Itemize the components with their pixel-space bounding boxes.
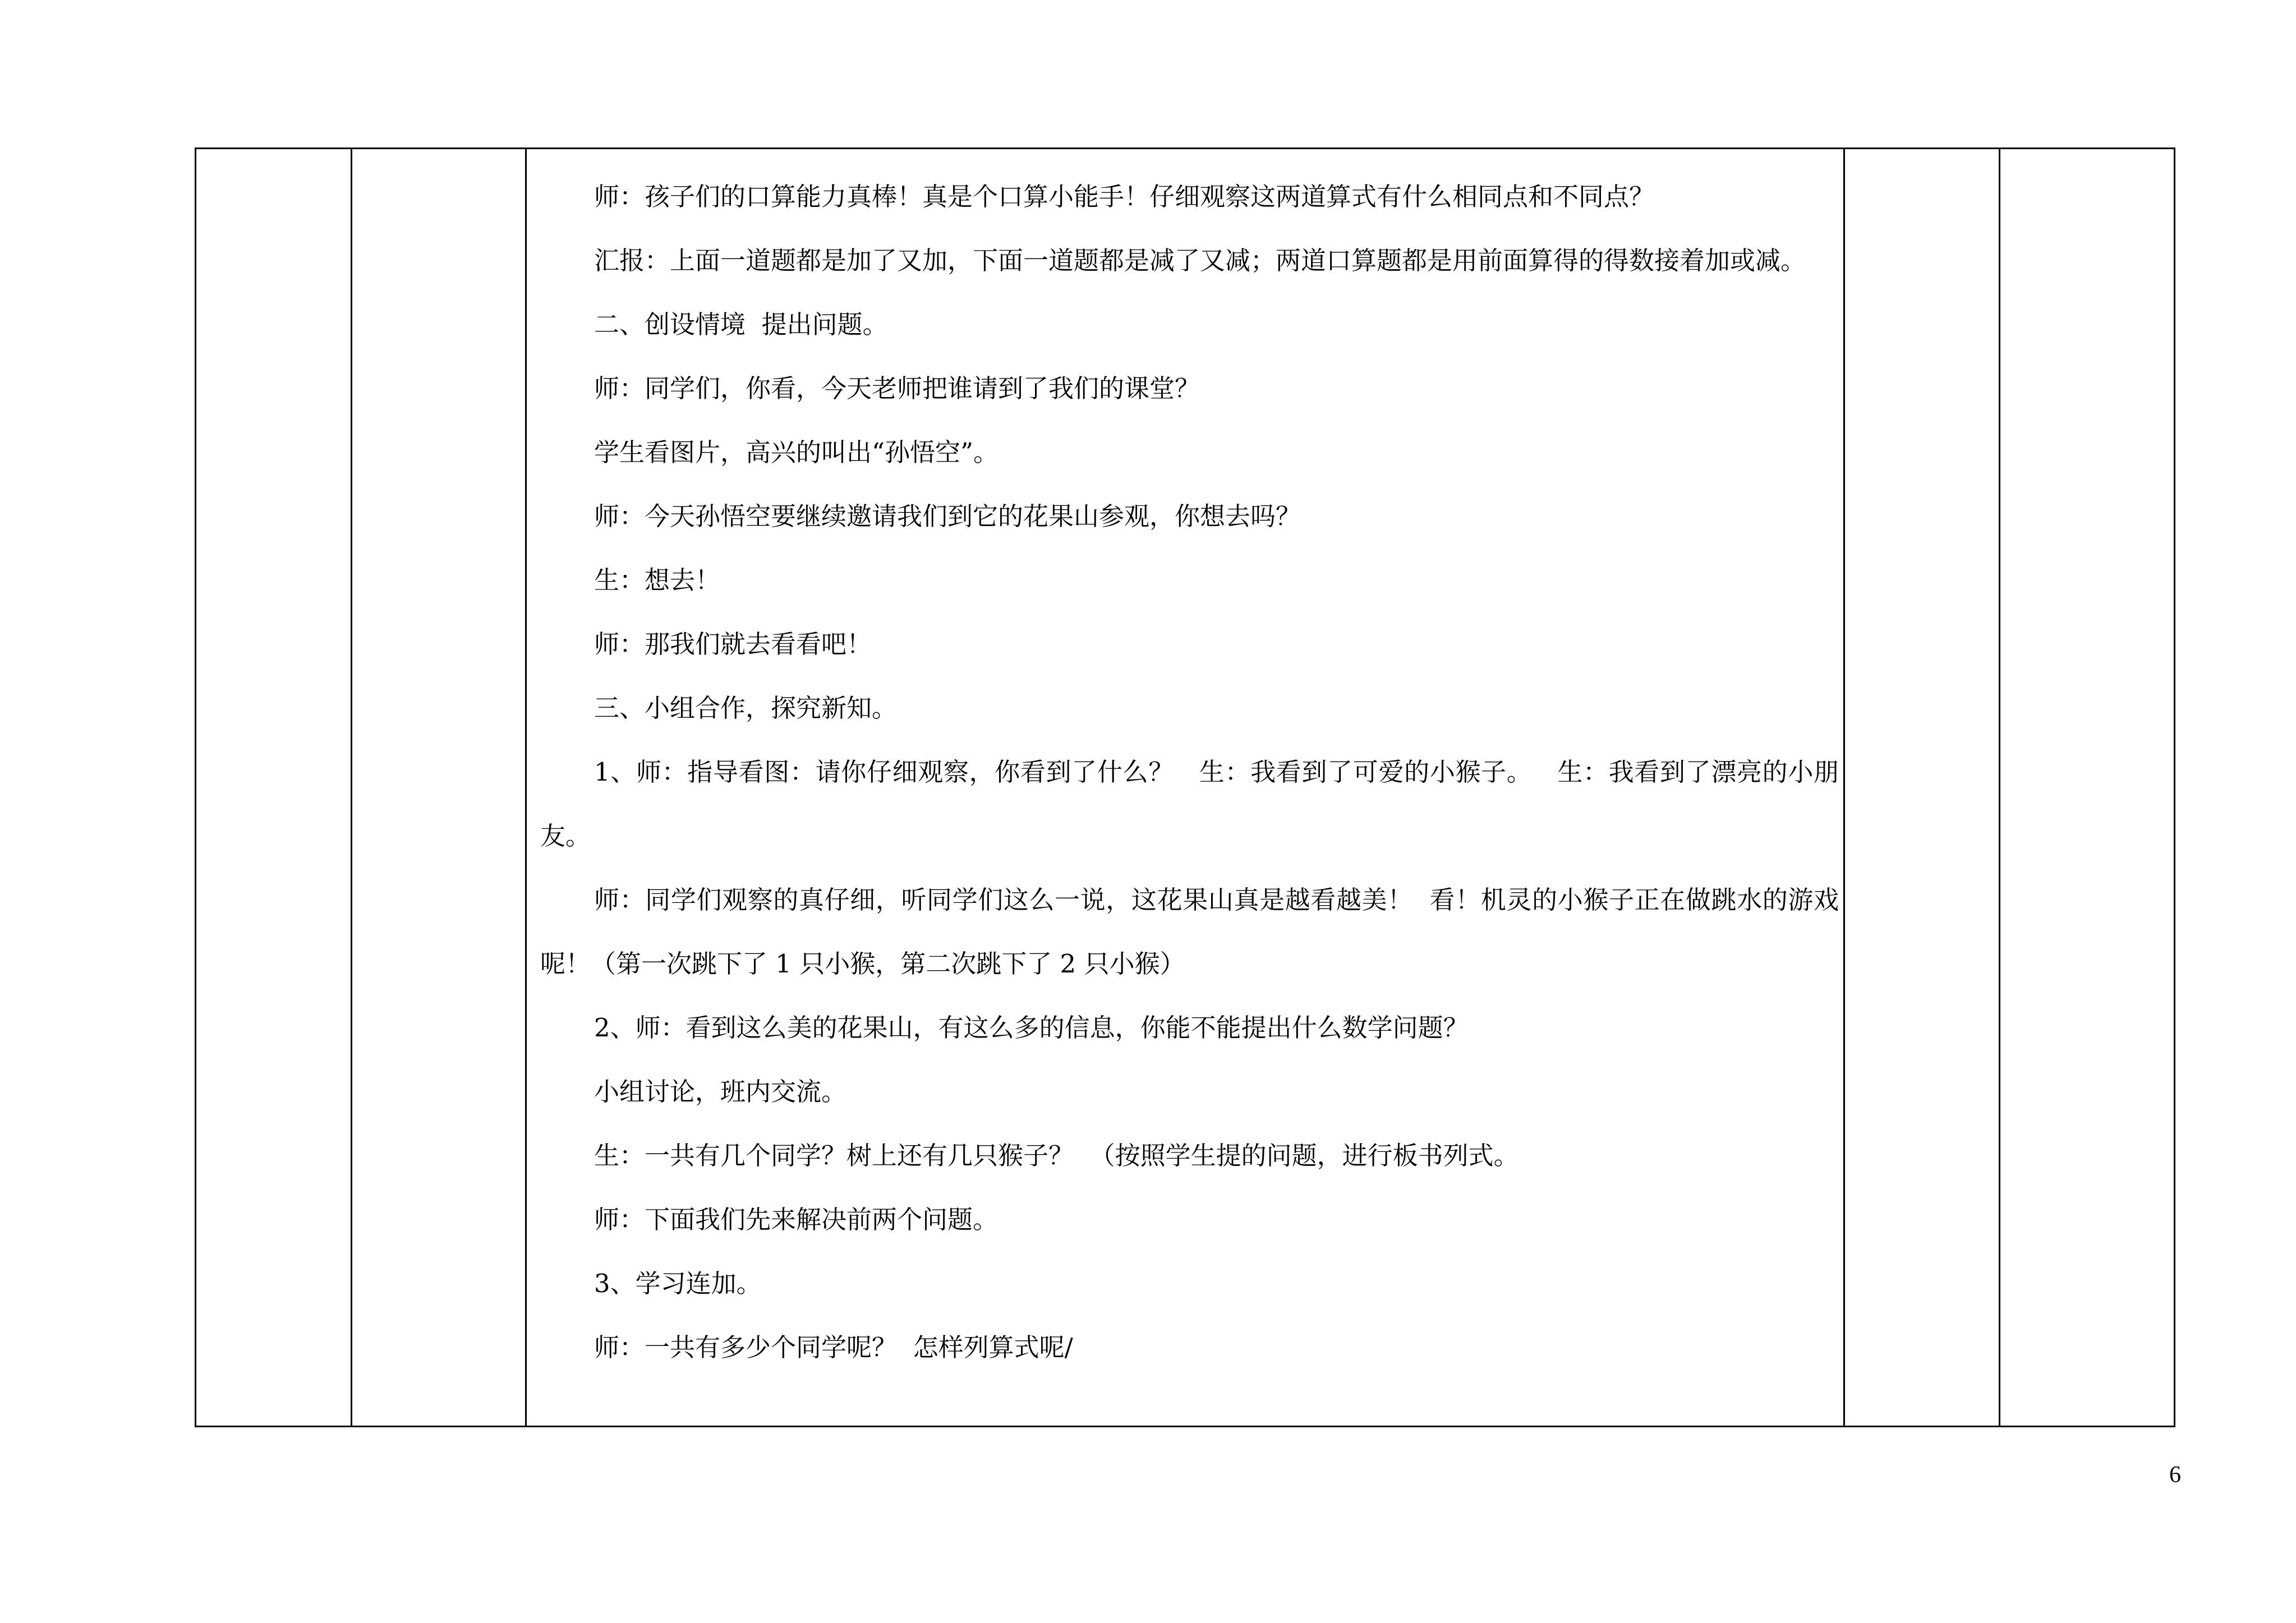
section-heading: 三、小组合作，探究新知。 — [594, 693, 898, 723]
paragraph: 师：今天孙悟空要继续邀请我们到它的花果山参观，你想去吗？ — [594, 501, 1301, 531]
paragraph: 师：同学们观察的真仔细，听同学们这么一说，这花果山真是越看越美！ 看！机灵的小猴子正在做跳水的游戏呢！（第一次跳下了 1 只小猴，第二次跳下了 2 只小猴） — [540, 885, 1839, 979]
lesson-text — [527, 149, 1843, 1380]
paragraph: 师：一共有多少个同学呢？ 怎样列算式呢/ — [594, 1332, 1073, 1362]
teaching-process-cell — [526, 149, 1844, 1427]
paragraph: 师：孩子们的口算能力真棒！真是个口算小能手！仔细观察这两道算式有什么相同点和不同点？ — [594, 182, 1655, 211]
table-row — [196, 149, 2175, 1427]
paragraph: 师：下面我们先来解决前两个问题。 — [594, 1205, 999, 1234]
paragraph: 师：同学们，你看，今天老师把谁请到了我们的课堂？ — [594, 374, 1200, 403]
empty-cell-col5 — [2000, 149, 2175, 1427]
section-heading: 二、创设情境 提出问题。 — [594, 310, 888, 339]
lesson-plan-table — [195, 147, 2175, 1427]
paragraph: 2、师：看到这么美的花果山，有这么多的信息，你能不能提出什么数学问题？ — [594, 1013, 1469, 1043]
paragraph: 生：想去！ — [594, 565, 721, 595]
page-number: 6 — [2169, 1462, 2181, 1488]
paragraph: 生：一共有几个同学？树上还有几只猴子？ （按照学生提的问题，进行板书列式。 — [594, 1141, 1519, 1170]
paragraph: 师：那我们就去看看吧！ — [594, 629, 872, 659]
paragraph: 学生看图片，高兴的叫出“孙悟空”。 — [594, 437, 999, 467]
empty-cell-col2 — [352, 149, 526, 1427]
section-heading: 3、学习连加。 — [594, 1269, 762, 1298]
paragraph: 汇报：上面一道题都是加了又加，下面一道题都是减了又减；两道口算题都是用前面算得的得数接着加或减。 — [594, 246, 1806, 275]
empty-cell-col4 — [1844, 149, 2000, 1427]
paragraph: 1、师：指导看图：请你仔细观察，你看到了什么？ 生：我看到了可爱的小猴子。 生：我看到了漂亮的小朋友。 — [540, 757, 1839, 851]
paragraph: 小组讨论，班内交流。 — [594, 1077, 847, 1106]
empty-cell-col1 — [196, 149, 352, 1427]
